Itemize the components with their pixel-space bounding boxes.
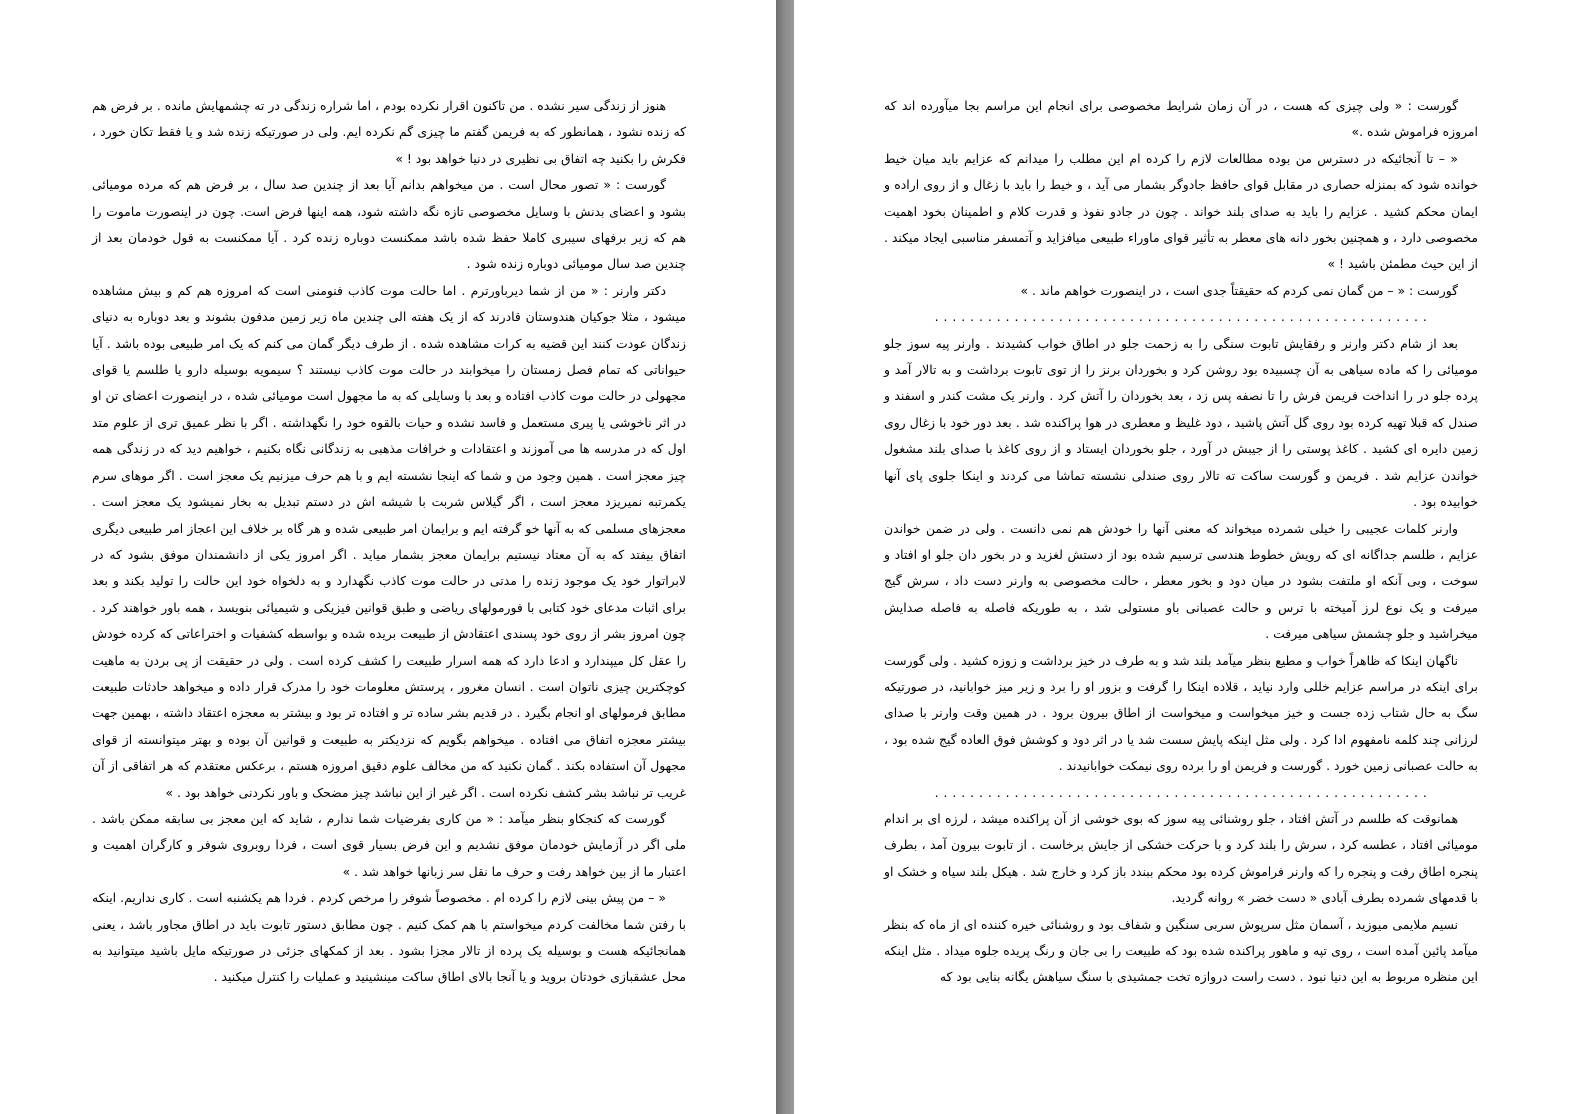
paragraph: وارنر کلمات عجیبی را خیلی شمرده میخواند که معنی آنها را خودش هم نمی دانست . ولی در ضمن خواندن عزایم ، طلسم جداگانه ای که رویش خطوط هندسی ترسیم شده بود از دستش لغزید و در بخور دان جلو او افتاد و سوخت ، وبی آنکه او ملتفت بشود در میان دود و بخور معطر ، حالت مخصوصی به وارنر دست داد ، سرش گیج میرفت و یک نوع لرز آمیخته با ترس و حالت عصبانی باو مستولی شد ، به طوریکه فاصله به فاصله صدایش میخراشید و جلو چشمش سیاهی میرفت . — [884, 520, 1478, 642]
paragraph: « – تا آنجائیکه در دسترس من بوده مطالعات لازم را کرده ام این مطلب را میدانم که عزایم باید میان خیط خوانده شود که بمنزله حصاری در مقابل قوای حافظ جادوگر بشمار می آید ، و خیط را باید با زغال و از روی اراده و ایمان محکم کشید . عزایم را باید به صدای بلند خواند . چون در جادو نفوذ و قدرت کلام و اطمینان بخود اهمیت مخصوصی دارد ، و همچنین بخور دانه های معطر به تأثیر قوای ماوراء طبیعی میافزاید و آتمسفر مناسبی ایجاد میکند . از این حیث مطمئن باشید ! » — [884, 150, 1478, 272]
right-page — [794, 0, 1594, 1114]
paragraph: گورست : « ولی چیزی که هست ، در آن زمان شرایط مخصوصی برای انجام این مراسم بجا میآورده اند که امروزه فراموش شده .» — [884, 98, 1478, 140]
page-gutter-divider — [776, 0, 794, 1114]
paragraph: گورست که کنجکاو بنظر میآمد : « من کاری بفرضیات شما ندارم ، شاید که این معجز بی سابقه ممکن باشد . ملی اگر در آزمایش خودمان موفق نشدیم و این فرض بسیار قوی است ، فردا روبروی شوفر و کارگران اهمیت و اعتبار ما از بین خواهد رفت و حرف ما نقل سر زبانها خواهد شد . » — [92, 810, 686, 879]
paragraph: بعد از شام دکتر وارنر و رفقایش تابوت سنگی را به زحمت جلو در اطاق خواب کشیدند . وارنر پیه سوز جلو مومیائی را که ماده سیاهی به آن چسبیده بود روشن کرد و بخوردان برنز را از توی تابوت برداشت و به تالار آمد و پرده جلو در را انداخت فریمن فرش را تا نصفه پس زد ، بعد بخوردان را آتش کرد . وارنر یک مشت کندر و اسفند و صندل که قبلا تهیه کرده بود روی گل آتش پاشید ، دود غلیظ و معطری در هوا پراکنده شد . بعد دور خود با زغال روی زمین دایره ای کشید . کاغذ پوستی را از جیبش در آورد ، جلو بخوردان ایستاد و از روی کاغذ با صدای بلند مشغول خواندن عزایم شد . فریمن و گورست ساکت ته تالار روی صندلی نشسته تماشا می کردند و اینکا جلوی پای آنها خوابیده بود . — [884, 335, 1478, 510]
paragraph: نسیم ملایمی میوزید ، آسمان مثل سرپوش سربی سنگین و شفاف بود و روشنائی خیره کننده ای از ماه که بنظر میآمد پائین آمده است ، روی تپه و ماهور پراکنده شده بود که طبیعت را بی جان و رنگ پریده جلوه میداد . مثل اینکه این منظره مربوط به این دنیا نبود . دست راست دروازه تخت جمشیدی با سنگ سیاهش یگانه بنایی بود که — [884, 916, 1478, 985]
left-page — [0, 0, 776, 1114]
paragraph: گورست : « – من گمان نمی کردم که حقیقتاً جدی است ، در اینصورت خواهم ماند . » — [1020, 282, 1458, 298]
paragraph: همانوقت که طلسم در آتش افتاد ، جلو روشنائی پیه سوز که بوی خوشی از آن پراکنده میشد ، لرزه ای بر اندام مومیائی افتاد ، عطسه کرد ، سرش را بلند کرد و با حرکت خشکی از جایش برخاست . از تابوت بیرون آمد ، بطرف پنجره اطاق رفت و پنجره را که وارنر فراموش کرده بود محکم ببندد باز کرد و خارج شد . هیکل بلند سیاه و خشک او با قدمهای شمرده بطرف آبادی « دست خضر » روانه گردید. — [884, 810, 1478, 906]
right-page-text — [884, 93, 1478, 991]
paragraph: گورست : « تصور محال است . من میخواهم بدانم آیا بعد از چندین صد سال ، بر فرض هم که مرده مومیائی بشود و اعضای بدنش با وسایل مخصوصی تازه نگه داشته شود، همه اینها فرض است. چون در اینصورت ماموت را هم که زیر برفهای سیبری کاملا حفظ شده باشد ممکنست دوباره زنده کرد . آیا ممکنست به قول خودمان بعد از چندین صد سال مومیائی دوباره زنده شود . — [92, 177, 686, 272]
paragraph: « – من پیش بینی لازم را کرده ام . مخصوصاً شوفر را مرخص کردم . فردا هم یکشنبه است . کاری نداریم. اینکه با رفتن شما مخالفت کردم میخواستم با هم کمک کنیم . چون مطابق دستور تابوت باید در اطاق مجاور باشد ، یعنی همانجائیکه هست و بوسیله یک پرده از تالار مجزا بشود . بعد از کمکهای جزئی در صورتیکه مایل باشید میتوانید به محل عشقبازی خودتان بروید و یا آنجا بالای اطاق ساکت مینشینید و عملیات را کنترل میکنید . — [92, 890, 686, 985]
paragraph: دکتر وارنر : « من از شما دیرباورترم . اما حالت موت کاذب فنومنی است که امروزه هم کم و بیش مشاهده میشود ، مثلا جوکیان هندوستان قادرند که از یک هفته الی چندین ماه زیر زمین مدفون بشوند و بعد دوباره به دنیای زندگان عودت کنند این قضیه به کرات مشاهده شده . از طرف دیگر گمان می کنم که یک امر طبیعی بوده باشد . آیا حیواناتی که تمام فصل زمستان را میخوابند در حالت موت کاذب نیستند ؟ سیمویه بوسیله دارو یا طلسم یا قوای مجهولی در حالت موت کاذب افتاده و بعد با وسایلی که به ما مجهول است مومیائی شده ، در اینصورت اعضای تن او در اثر ناخوشی یا پیری مستعمل و فاسد نشده و حیات بالقوه خود را نگهداشته . اگر با نظر عمیق تری از علوم متد اول که در مدرسه ها می آموزند و اعتقادات و خرافات مذهبی به زندگانی نگاه بکنیم ، خواهیم دید که در زندگی همه چیز معجز است . همین وجود من و شما که اینجا نشسته ایم و با هم حرف میزنیم یک معجز است . اگر موهای سرم یکمرتبه نمیریزد معجز است ، اگر گیلاس شربت با شیشه اش در دستم تبدیل به بخار نمیشود یک معجز است . معجزهای مسلمی که به آنها خو گرفته ایم و برایمان امر طبیعی شده و هر گاه بر خلاف این اعجاز امر طبیعی دیگری اتفاق بیفتد که به آن معتاد نیستیم برایمان معجز بشمار میاید . اگر امروز یکی از دانشمندان موفق بشود که در لابراتوار خود یک موجود زنده را مدتی در حالت موت کاذب نگهدارد و به دلخواه خود این حالت را تولید بکند و بعد برای اثبات مدعای خود کتابی با فورمولهای ریاضی و طبق قوانین فیزیکی و شیمیائی بنویسد ، همه باور خواهند کرد . چون امروز بشر از روی خود پسندی اعتقادش از طبیعت بریده شده و بواسطه کشفیات و اختراعاتی که کرده خودش را عقل کل میپندارد و ادعا دارد که همه اسرار طبیعت را کشف کرده است . ولی در حقیقت از پی بردن به ماهیت کوچکترین چیزی ناتوان است . انسان مغرور ، پرستش معلومات خود را مدرک قرار داده و میخواهد حادثات طبیعت مطابق فرمولهای او انجام بگیرد . در قدیم بشر ساده تر و افتاده تر بود و بیشتر به معجزه اعتقاد داشته ، بهمین جهت بیشتر معجزه اتفاق می افتاده . میخواهم بگویم که نزدیکتر به طبیعت و قوانین آن بوده و بهتر میتوانسته از قوای مجهول آن استفاده بکند . گمان نکنید که من مخالف علوم دقیق امروزه هستم ، برعکس معتقدم که هر اتفاقی از آن غریب تر نباشد بشر کشف نکرده است . اگر غیر از این نباشد چیز مضحک و باور نکردنی خواهد بود . » — [92, 282, 686, 800]
paragraph: ناگهان اینکا که ظاهراً خواب و مطیع بنظر میآمد بلند شد و به طرف در خیز برداشت و زوزه کشید . ولی گورست برای اینکه در مراسم عزایم خللی وارد نیاید ، قلاده اینکا را گرفت و بزور او را برد و زیر میز خوابانید، در صورتیکه سگ به حال شتاب زده جست و خیز میخواست و میخواست از اطاق بیرون برود . در همین وقت وارنر با صدای لرزانی چند کلمه نامفهوم ادا کرد . ولی مثل اینکه پایش سست شد یا در اثر دود و کوشش فوق العاده گیج شده بود ، به حالت عصبانی زمین خورد . گورست و فریمن او را برده روی نیمکت خوابانیدند . — [884, 652, 1478, 774]
section-separator: . . . . . . . . . . . . . . . . . . . . . . . . . . . . . . . . . . . . . . . . . . . . . . . . . . . . . . . . — [934, 784, 1428, 800]
paragraph: هنوز از زندگی سیر نشده . من تاکنون اقرار نکرده بودم ، اما شراره زندگی در ته چشمهایش مانده . بر فرض هم که زنده نشود ، همانطور که به فریمن گفتم ما چیزی گم نکرده ایم. ولی در صورتیکه زنده شد و یا فقط تکان خورد ، فکرش را بکنید چه اتفاق بی نظیری در دنیا خواهد بود ! » — [92, 98, 686, 166]
section-separator: . . . . . . . . . . . . . . . . . . . . . . . . . . . . . . . . . . . . . . . . . . . . . . . . . . . . . . . . — [934, 309, 1428, 325]
left-page-text — [92, 93, 686, 991]
